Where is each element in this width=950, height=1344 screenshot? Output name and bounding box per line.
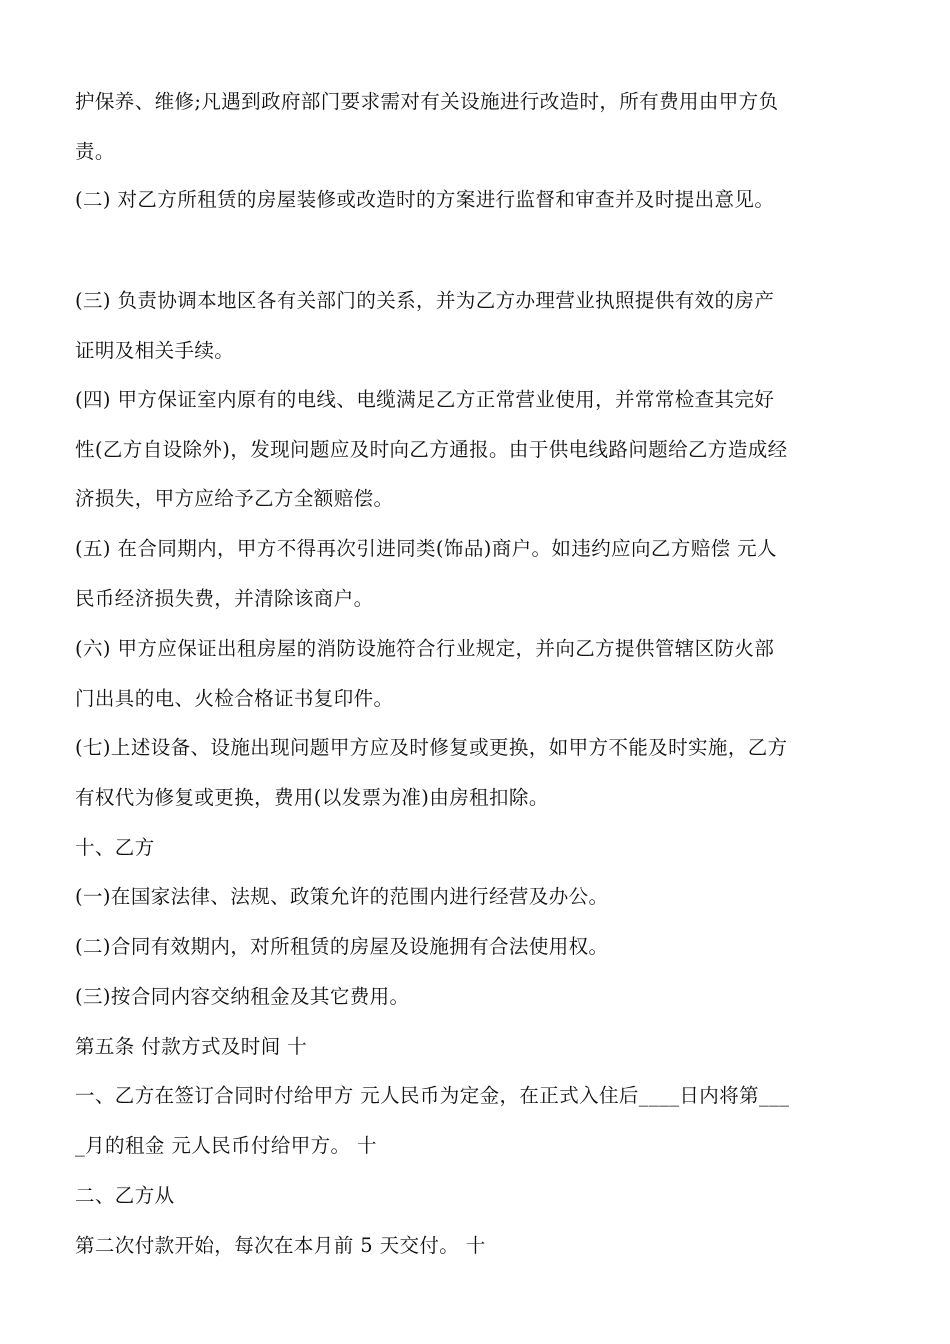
text-line: 二、乙方从 <box>75 1184 175 1207</box>
text-line: (七)上述设备、设施出现问题甲方应及时修复或更换，如甲方不能及时实施，乙方 <box>75 736 788 759</box>
text-line: (五) 在合同期内，甲方不得再次引进同类(饰品)商户。如违约应向乙方赔偿 元人 <box>75 537 777 560</box>
text-line: 证明及相关手续。 <box>75 339 235 362</box>
article-heading: 第五条 付款方式及时间 十 <box>75 1035 308 1058</box>
text-line: 责。 <box>75 140 115 163</box>
text-line: 一、乙方在签订合同时付给甲方 元人民币为定金，在正式入住后____日内将第___ <box>75 1084 790 1107</box>
text-line: (二)合同有效期内，对所租赁的房屋及设施拥有合法使用权。 <box>75 935 609 958</box>
text-line: (二) 对乙方所租赁的房屋装修或改造时的方案进行监督和审查并及时提出意见。 <box>75 188 775 211</box>
text-line: 民币经济损失费，并清除该商户。 <box>75 587 374 610</box>
text-line: (三) 负责协调本地区各有关部门的关系，并为乙方办理营业执照提供有效的房产 <box>75 289 775 312</box>
text-line: 济损失，甲方应给予乙方全额赔偿。 <box>75 487 394 510</box>
text-line: 门出具的电、火检合格证书复印件。 <box>75 687 394 710</box>
text-line: 第二次付款开始，每次在本月前 5 天交付。 十 <box>75 1234 486 1257</box>
text-line: (一)在国家法律、法规、政策允许的范围内进行经营及办公。 <box>75 885 609 908</box>
text-line: 有权代为修复或更换，费用(以发票为准)由房租扣除。 <box>75 786 549 809</box>
section-heading: 十、乙方 <box>75 836 155 859</box>
text-line: _月的租金 元人民币付给甲方。 十 <box>75 1134 377 1157</box>
text-line: (四) 甲方保证室内原有的电线、电缆满足乙方正常营业使用，并常常检查其完好 <box>75 388 775 411</box>
text-line: (三)按合同内容交纳租金及其它费用。 <box>75 985 410 1008</box>
text-line: 护保养、维修;凡遇到政府部门要求需对有关设施进行改造时，所有费用由甲方负 <box>75 90 779 113</box>
text-line: 性(乙方自设除外)，发现问题应及时向乙方通报。由于供电线路问题给乙方造成经 <box>75 438 788 461</box>
text-line: (六) 甲方应保证出租房屋的消防设施符合行业规定，并向乙方提供管辖区防火部 <box>75 637 775 660</box>
